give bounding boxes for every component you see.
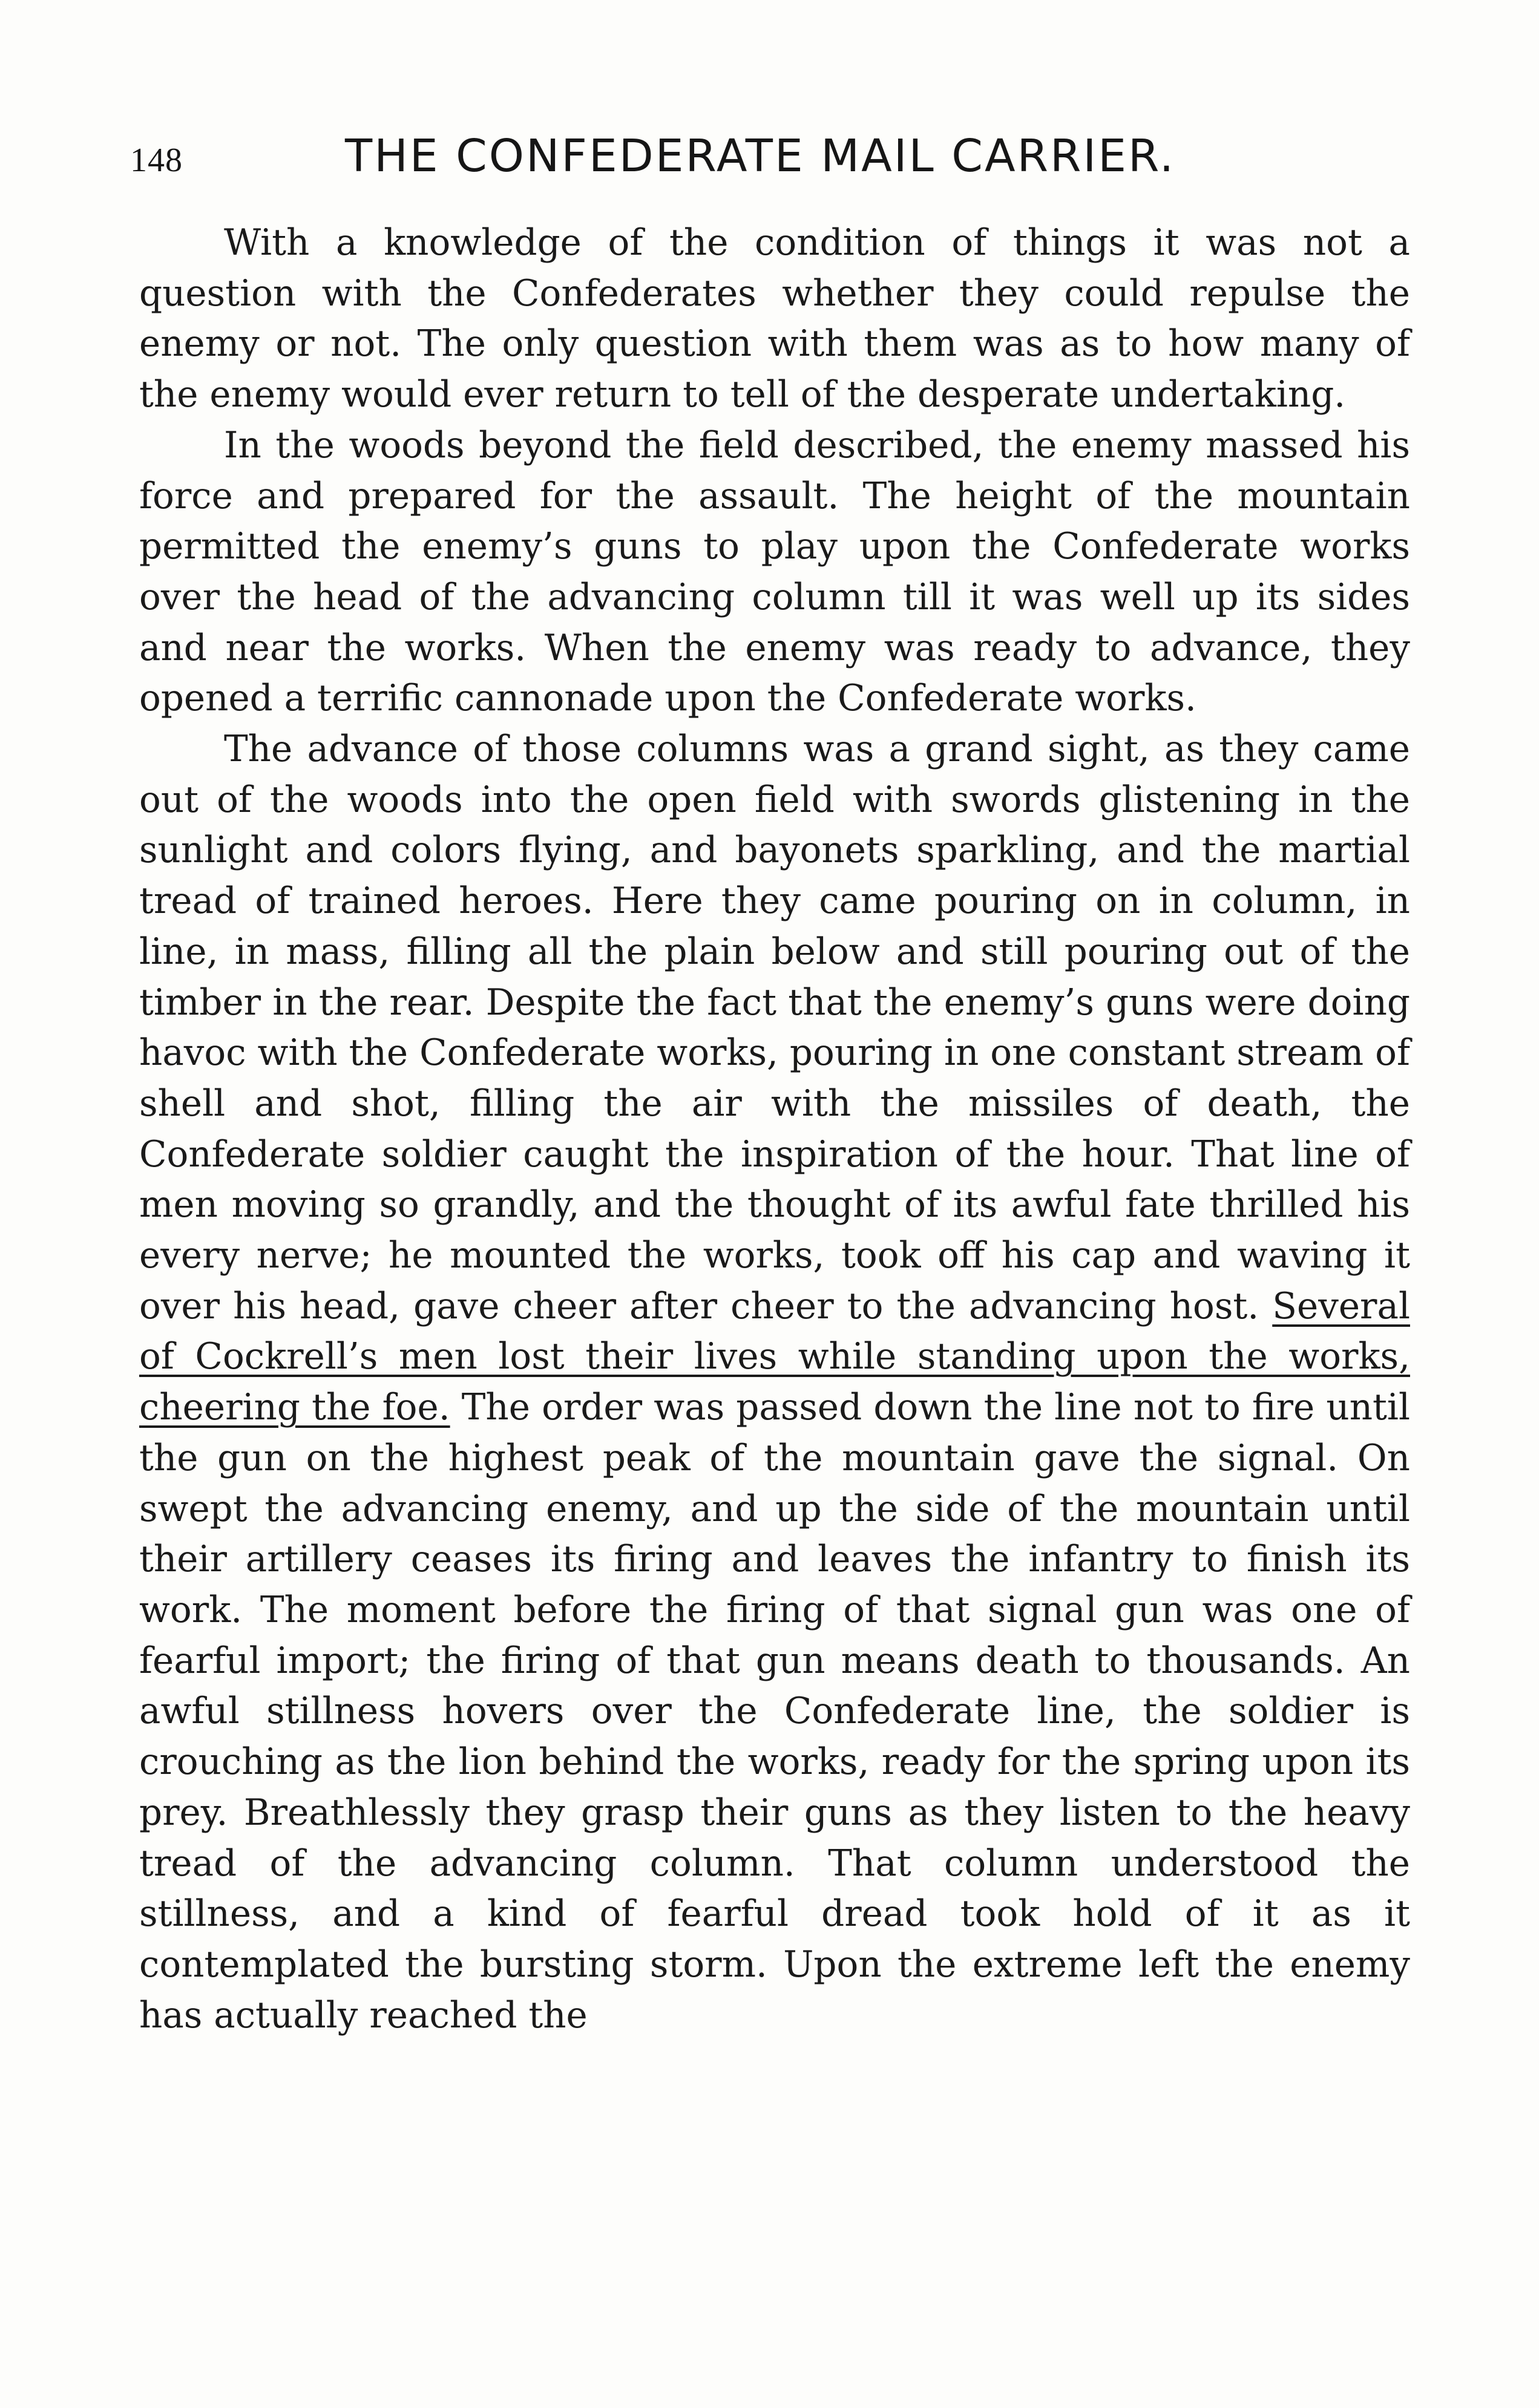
paragraph-text-before: The advance of those columns was a grand sight, as they came out of the woods into the open field with swords glistening in the sunlight and colors flying, and bayonets sparkling, and the martial tread of trained heroes. Here they came pouring on in column, in line, in mass, filling all the plain below and still pouring out of the timber in the rear. Despite the fact that the enemy’s guns were doing havoc with the Confederate works, pouring in one constant stream of shell and shot, filling the air with the missiles of death, the Confederate soldier caught the inspiration of the hour. That line of men moving so grandly, and the thought of its awful fate thrilled his every nerve; he mounted the works, took off his cap and waving it over his head, gave cheer after cheer to the advancing host. — [139, 728, 1410, 1327]
paragraph-text: With a knowledge of the condition of things it was not a question with the Confederates whether they could repulse the enemy or not. The only question with them was as to how many of the enemy would ever return to tell of the desperate undertaking. — [139, 222, 1410, 416]
underlined-passage: Several of Cockrell’s men lost their lives while standing upon the works, cheering the foe. — [139, 1285, 1410, 1429]
paragraph-text-after: The order was passed down the line not to fire until the gun on the highest peak of the mountain gave the signal. On swept the advancing enemy, and up the side of the mountain until their artillery ceases its firing and leaves the infantry to finish its work. The moment before the firing of that signal gun was one of fearful import; the firing of that gun means death to thousands. An awful stillness hovers over the Confederate line, the soldier is crouching as the lion behind the works, ready for the spring upon its prey. Breathlessly they grasp their guns as they listen to the heavy tread of the advancing column. That column understood the stillness, and a kind of fearful dread took hold of it as it contemplated the bursting storm. Upon the extreme left the enemy has actually reached the — [139, 1387, 1410, 2037]
paragraph-3 — [139, 724, 1410, 2041]
body-text — [139, 218, 1410, 2041]
paragraph-text: In the woods beyond the field described, the enemy massed his force and prepared for the assault. The height of the mountain permitted the enemy’s guns to play upon the Confederate works over the head of the advancing column till it was well up its sides and near the works. When the enemy was ready to advance, they opened a terrific cannonade upon the Confederate works. — [139, 424, 1410, 720]
page-header — [130, 124, 1219, 191]
running-title: THE CONFEDERATE MAIL CARRIER. — [345, 130, 1176, 182]
page-number: 148 — [130, 142, 183, 179]
paragraph-2 — [139, 420, 1410, 724]
paragraph-1 — [139, 218, 1410, 420]
